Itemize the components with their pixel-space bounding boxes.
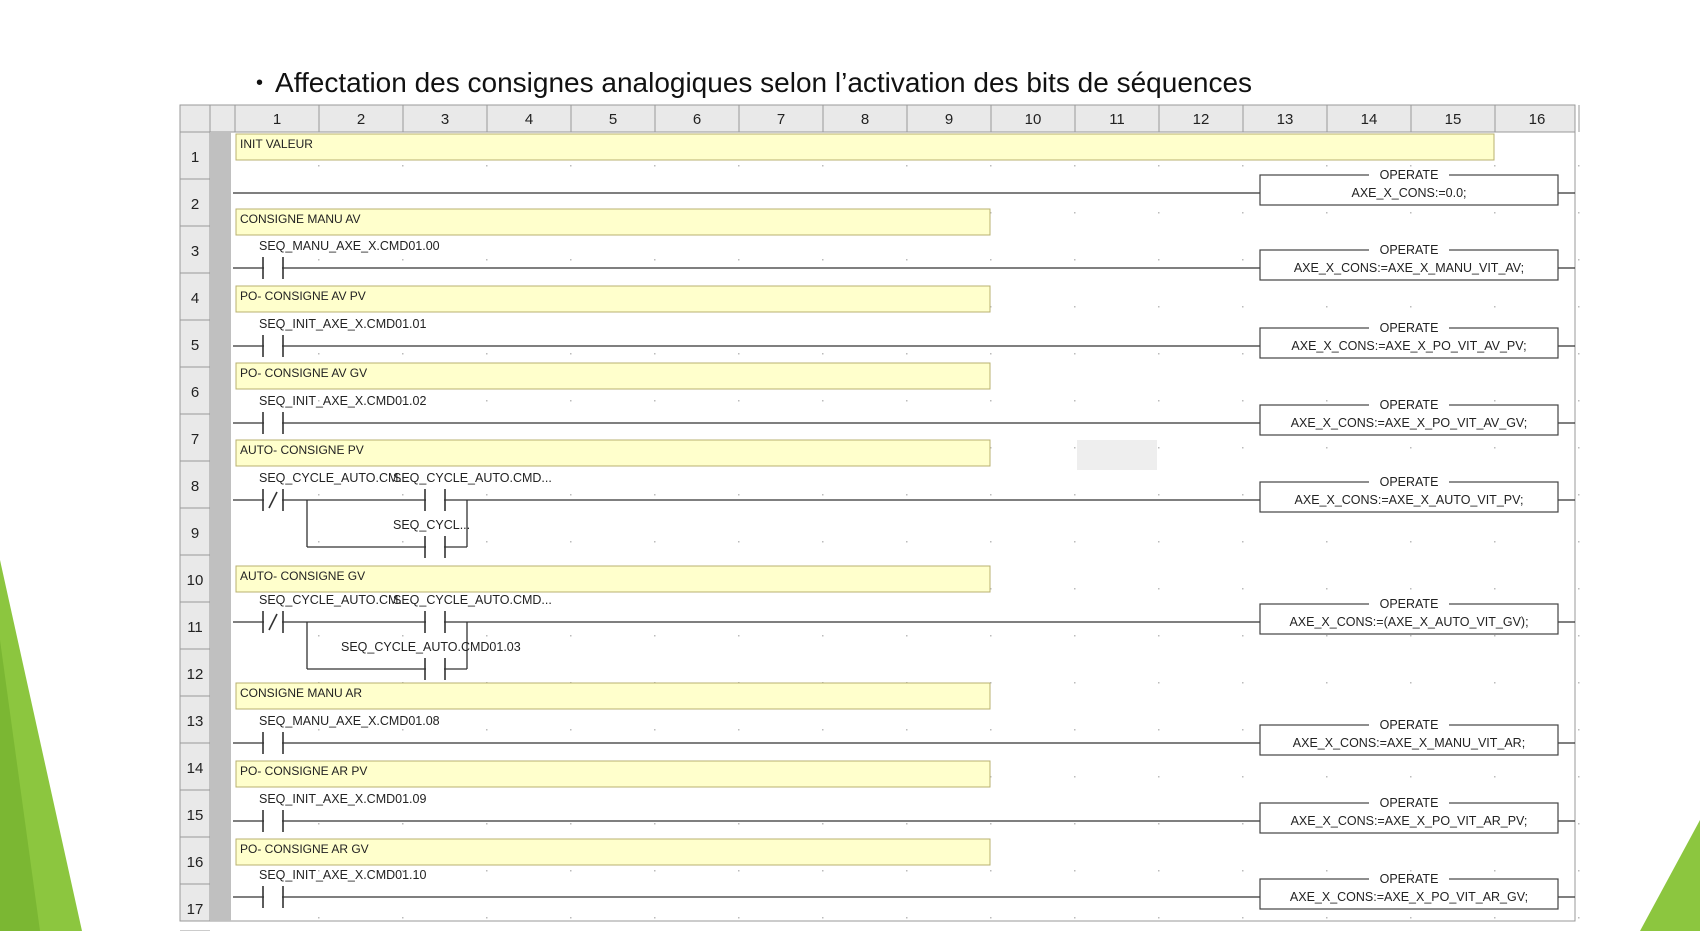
grid-dot (1242, 165, 1244, 167)
grid-dot (1326, 917, 1328, 919)
operate-statement: AXE_X_CONS:=AXE_X_PO_VIT_AV_GV; (1290, 416, 1528, 430)
grid-dot (1326, 682, 1328, 684)
operate-statement: AXE_X_CONS:=AXE_X_MANU_VIT_AR; (1292, 736, 1526, 750)
slide-title-text: Affectation des consignes analogiques selon l’activation des bits de séquences (275, 67, 1253, 98)
grid-dot (654, 494, 656, 496)
grid-dot (822, 165, 824, 167)
row-number: 12 (186, 666, 204, 683)
grid-dot (1578, 823, 1580, 825)
grid-dot (738, 917, 740, 919)
grid-dot (486, 917, 488, 919)
grid-dot (486, 165, 488, 167)
grid-dot (738, 635, 740, 637)
grid-dot (1074, 823, 1076, 825)
grid-dot (1158, 400, 1160, 402)
grid-dot (1074, 917, 1076, 919)
grid-dot (570, 400, 572, 402)
grid-dot (402, 917, 404, 919)
comment-text: PO- CONSIGNE AR GV (240, 842, 369, 856)
column-number: 14 (1360, 111, 1378, 128)
operate-statement: AXE_X_CONS:=AXE_X_AUTO_VIT_PV; (1294, 493, 1524, 507)
operate-title: OPERATE (1379, 597, 1439, 611)
grid-dot (1494, 400, 1496, 402)
operate-title: OPERATE (1379, 872, 1439, 886)
operate-statement: AXE_X_CONS:=AXE_X_PO_VIT_AV_PV; (1291, 339, 1527, 353)
grid-dot (570, 917, 572, 919)
comment-text: PO- CONSIGNE AR PV (240, 764, 368, 778)
grid-dot (738, 823, 740, 825)
grid-dot (570, 823, 572, 825)
row-number: 16 (186, 854, 204, 871)
grid-dot (1578, 447, 1580, 449)
grid-dot (1326, 776, 1328, 778)
grid-dot (486, 400, 488, 402)
grid-dot (654, 870, 656, 872)
comment-text: INIT VALEUR (240, 137, 313, 151)
row-number: 4 (190, 290, 200, 307)
grid-dot (1578, 400, 1580, 402)
grid-dot (1578, 306, 1580, 308)
column-number: 15 (1444, 111, 1462, 128)
operate-statement: AXE_X_CONS:=AXE_X_PO_VIT_AR_GV; (1289, 890, 1529, 904)
grid-dot (1494, 541, 1496, 543)
grid-dot (1578, 917, 1580, 919)
bullet-icon: • (256, 71, 264, 94)
grid-dot (1326, 165, 1328, 167)
grid-dot (1074, 165, 1076, 167)
column-number: 1 (272, 111, 282, 128)
selected-cell[interactable] (1077, 440, 1157, 470)
grid-dot (738, 541, 740, 543)
row-number: 1 (190, 149, 200, 166)
grid-dot (1410, 588, 1412, 590)
grid-dot (1242, 353, 1244, 355)
row-number: 6 (190, 384, 200, 401)
grid-dot (822, 494, 824, 496)
grid-dot (990, 917, 992, 919)
grid-dot (1494, 588, 1496, 590)
operate-title: OPERATE (1379, 475, 1439, 489)
grid-dot (1158, 729, 1160, 731)
grid-dot (822, 259, 824, 261)
row-number: 14 (186, 760, 204, 777)
grid-dot (1410, 306, 1412, 308)
column-number: 2 (356, 111, 366, 128)
grid-dot (1578, 870, 1580, 872)
grid-dot (822, 541, 824, 543)
grid-dot (402, 353, 404, 355)
grid-dot (402, 823, 404, 825)
grid-dot (1578, 212, 1580, 214)
contact-label: SEQ_MANU_AXE_X.CMD01.00 (259, 239, 440, 253)
column-number: 10 (1024, 111, 1042, 128)
grid-dot (1578, 588, 1580, 590)
grid-dot (1242, 917, 1244, 919)
grid-dot (1494, 917, 1496, 919)
grid-dot (906, 635, 908, 637)
grid-dot (318, 259, 320, 261)
grid-dot (1242, 447, 1244, 449)
grid-dot (990, 400, 992, 402)
grid-dot (654, 541, 656, 543)
grid-dot (822, 635, 824, 637)
grid-dot (1158, 353, 1160, 355)
grid-dot (1158, 823, 1160, 825)
grid-dot (1578, 635, 1580, 637)
grid-dot (1242, 870, 1244, 872)
grid-dot (402, 494, 404, 496)
grid-dot (1494, 870, 1496, 872)
grid-dot (1158, 212, 1160, 214)
grid-dot (1158, 259, 1160, 261)
grid-dot (1242, 494, 1244, 496)
grid-dot (570, 165, 572, 167)
grid-dot (486, 259, 488, 261)
grid-dot (318, 635, 320, 637)
grid-dot (570, 729, 572, 731)
comment-text: CONSIGNE MANU AR (240, 686, 363, 700)
grid-dot (1158, 917, 1160, 919)
grid-dot (1410, 541, 1412, 543)
grid-dot (990, 494, 992, 496)
grid-dot (1242, 823, 1244, 825)
contact-label: SEQ_CYCL... (393, 518, 471, 532)
grid-dot (822, 400, 824, 402)
grid-dot (1242, 400, 1244, 402)
grid-dot (1242, 212, 1244, 214)
grid-dot (1074, 447, 1076, 449)
grid-dot (990, 729, 992, 731)
grid-dot (654, 917, 656, 919)
comment-text: CONSIGNE MANU AV (240, 212, 361, 226)
contact-label: SEQ_CYCLE_AUTO.CM... (259, 471, 409, 485)
grid-dot (402, 541, 404, 543)
grid-dot (738, 729, 740, 731)
row-number: 3 (190, 243, 200, 260)
grid-dot (1242, 635, 1244, 637)
grid-dot (1578, 353, 1580, 355)
grid-dot (402, 635, 404, 637)
comment-text: AUTO- CONSIGNE PV (240, 443, 364, 457)
grid-dot (1494, 165, 1496, 167)
grid-dot (1158, 870, 1160, 872)
grid-dot (906, 400, 908, 402)
grid-dot (1158, 494, 1160, 496)
operate-statement: AXE_X_CONS:=0.0; (1351, 186, 1467, 200)
column-number: 11 (1109, 111, 1125, 128)
grid-dot (990, 870, 992, 872)
contact-gap (264, 343, 282, 349)
grid-dot (1158, 541, 1160, 543)
grid-dot (654, 400, 656, 402)
operate-statement: AXE_X_CONS:=(AXE_X_AUTO_VIT_GV); (1289, 615, 1529, 629)
grid-dot (1410, 635, 1412, 637)
row-number: 2 (190, 196, 200, 213)
grid-dot (654, 165, 656, 167)
column-number: 16 (1528, 111, 1546, 128)
grid-dot (906, 541, 908, 543)
grid-dot (1074, 635, 1076, 637)
grid-dot (1410, 447, 1412, 449)
operate-title: OPERATE (1379, 796, 1439, 810)
grid-dot (1578, 776, 1580, 778)
grid-dot (906, 729, 908, 731)
grid-dot (738, 494, 740, 496)
column-number: 3 (440, 111, 450, 128)
grid-dot (486, 729, 488, 731)
grid-dot (1242, 682, 1244, 684)
grid-dot (822, 823, 824, 825)
grid-dot (1158, 682, 1160, 684)
contact-label: SEQ_INIT_AXE_X.CMD01.02 (259, 394, 427, 408)
grid-dot (1242, 541, 1244, 543)
grid-dot (738, 259, 740, 261)
grid-dot (1158, 635, 1160, 637)
contact-gap (426, 666, 444, 672)
row-number: 11 (187, 619, 203, 636)
grid-dot (1410, 165, 1412, 167)
grid-dot (1494, 776, 1496, 778)
grid-dot (486, 541, 488, 543)
grid-dot (1578, 682, 1580, 684)
grid-dot (1410, 917, 1412, 919)
grid-dot (1326, 870, 1328, 872)
grid-dot (1326, 212, 1328, 214)
grid-dot (318, 823, 320, 825)
grid-dot (906, 353, 908, 355)
grid-dot (906, 823, 908, 825)
column-number: 8 (860, 111, 870, 128)
grid-dot (1074, 212, 1076, 214)
grid-dot (1242, 776, 1244, 778)
contact-gap (264, 265, 282, 271)
grid-dot (1074, 776, 1076, 778)
grid-dot (402, 165, 404, 167)
grid-dot (906, 165, 908, 167)
grid-dot (1242, 588, 1244, 590)
grid-dot (318, 541, 320, 543)
row-number: 8 (190, 478, 200, 495)
grid-dot (990, 635, 992, 637)
grid-dot (738, 165, 740, 167)
comment-text: AUTO- CONSIGNE GV (240, 569, 366, 583)
grid-dot (1074, 306, 1076, 308)
contact-gap (264, 420, 282, 426)
column-number: 5 (608, 111, 618, 128)
row-number: 15 (186, 807, 204, 824)
contact-label: SEQ_INIT_AXE_X.CMD01.10 (259, 868, 427, 882)
operate-title: OPERATE (1379, 398, 1439, 412)
grid-dot (1494, 635, 1496, 637)
contact-gap (426, 619, 444, 625)
grid-dot (1326, 541, 1328, 543)
grid-dot (1158, 776, 1160, 778)
grid-dot (738, 353, 740, 355)
grid-dot (1158, 306, 1160, 308)
contact-gap (426, 544, 444, 550)
row-number: 10 (186, 572, 204, 589)
grid-dot (1326, 447, 1328, 449)
grid-dot (486, 494, 488, 496)
grid-dot (822, 917, 824, 919)
grid-dot (570, 353, 572, 355)
column-number: 6 (692, 111, 702, 128)
grid-dot (1410, 682, 1412, 684)
row-number: 17 (186, 901, 204, 918)
grid-dot (1074, 353, 1076, 355)
grid-dot (1158, 588, 1160, 590)
row-number: 13 (186, 713, 204, 730)
grid-dot (570, 541, 572, 543)
operate-statement: AXE_X_CONS:=AXE_X_PO_VIT_AR_PV; (1290, 814, 1528, 828)
grid-dot (1410, 212, 1412, 214)
grid-dot (486, 870, 488, 872)
grid-dot (570, 870, 572, 872)
grid-dot (1074, 729, 1076, 731)
grid-dot (654, 823, 656, 825)
grid-dot (822, 870, 824, 872)
grid-dot (318, 165, 320, 167)
row-number: 7 (190, 431, 200, 448)
grid-dot (1494, 447, 1496, 449)
grid-dot (1578, 729, 1580, 731)
column-number: 7 (776, 111, 786, 128)
grid-dot (990, 259, 992, 261)
column-number: 4 (524, 111, 534, 128)
row-number: 9 (190, 525, 200, 542)
grid-dot (1578, 259, 1580, 261)
grid-dot (1074, 494, 1076, 496)
grid-dot (1578, 541, 1580, 543)
grid-dot (990, 541, 992, 543)
contact-gap (264, 894, 282, 900)
grid-dot (1074, 682, 1076, 684)
grid-dot (1326, 306, 1328, 308)
column-number: 13 (1276, 111, 1294, 128)
grid-dot (318, 494, 320, 496)
grid-dot (738, 870, 740, 872)
comment-bar[interactable] (236, 134, 1494, 160)
grid-dot (990, 165, 992, 167)
grid-dot (906, 259, 908, 261)
grid-dot (822, 353, 824, 355)
grid-dot (738, 400, 740, 402)
operate-statement: AXE_X_CONS:=AXE_X_MANU_VIT_AV; (1293, 261, 1525, 275)
contact-label: SEQ_INIT_AXE_X.CMD01.09 (259, 792, 427, 806)
grid-dot (990, 353, 992, 355)
operate-title: OPERATE (1379, 718, 1439, 732)
contact-label: SEQ_INIT_AXE_X.CMD01.01 (259, 317, 427, 331)
grid-dot (1074, 259, 1076, 261)
grid-dot (654, 259, 656, 261)
grid-dot (1326, 400, 1328, 402)
grid-dot (486, 353, 488, 355)
grid-dot (570, 635, 572, 637)
contact-gap (426, 497, 444, 503)
operate-title: OPERATE (1379, 321, 1439, 335)
grid-dot (318, 917, 320, 919)
comment-text: PO- CONSIGNE AV GV (240, 366, 368, 380)
grid-dot (906, 917, 908, 919)
grid-dot (1242, 729, 1244, 731)
grid-dot (1494, 306, 1496, 308)
grid-dot (318, 729, 320, 731)
grid-dot (654, 353, 656, 355)
grid-dot (1242, 259, 1244, 261)
grid-dot (1074, 588, 1076, 590)
operate-title: OPERATE (1379, 168, 1439, 182)
contact-label: SEQ_MANU_AXE_X.CMD01.08 (259, 714, 440, 728)
grid-dot (1494, 682, 1496, 684)
grid-dot (1494, 212, 1496, 214)
grid-dot (654, 729, 656, 731)
grid-dot (906, 494, 908, 496)
grid-dot (1074, 870, 1076, 872)
grid-dot (1410, 776, 1412, 778)
grid-dot (1158, 447, 1160, 449)
grid-dot (402, 729, 404, 731)
row-number: 5 (190, 337, 200, 354)
grid-dot (1326, 588, 1328, 590)
grid-dot (486, 823, 488, 825)
grid-dot (990, 823, 992, 825)
grid-dot (1326, 635, 1328, 637)
contact-label: SEQ_CYCLE_AUTO.CMD01.03 (341, 640, 521, 654)
grid-dot (1242, 306, 1244, 308)
grid-dot (1074, 541, 1076, 543)
grid-dot (1578, 494, 1580, 496)
grid-dot (822, 729, 824, 731)
grid-dot (906, 870, 908, 872)
column-number: 12 (1192, 111, 1210, 128)
left-power-rail (210, 132, 231, 921)
contact-label: SEQ_CYCLE_AUTO.CMD... (393, 593, 552, 607)
contact-gap (264, 740, 282, 746)
column-number: 9 (944, 111, 954, 128)
operate-title: OPERATE (1379, 243, 1439, 257)
grid-dot (654, 635, 656, 637)
contact-label: SEQ_CYCLE_AUTO.CM... (259, 593, 409, 607)
grid-dot (570, 259, 572, 261)
grid-dot (402, 259, 404, 261)
grid-dot (1158, 165, 1160, 167)
grid-dot (570, 494, 572, 496)
contact-label: SEQ_CYCLE_AUTO.CMD... (393, 471, 552, 485)
grid-dot (318, 353, 320, 355)
grid-dot (1074, 400, 1076, 402)
grid-dot (486, 635, 488, 637)
grid-dot (1578, 165, 1580, 167)
comment-text: PO- CONSIGNE AV PV (240, 289, 366, 303)
contact-gap (264, 818, 282, 824)
